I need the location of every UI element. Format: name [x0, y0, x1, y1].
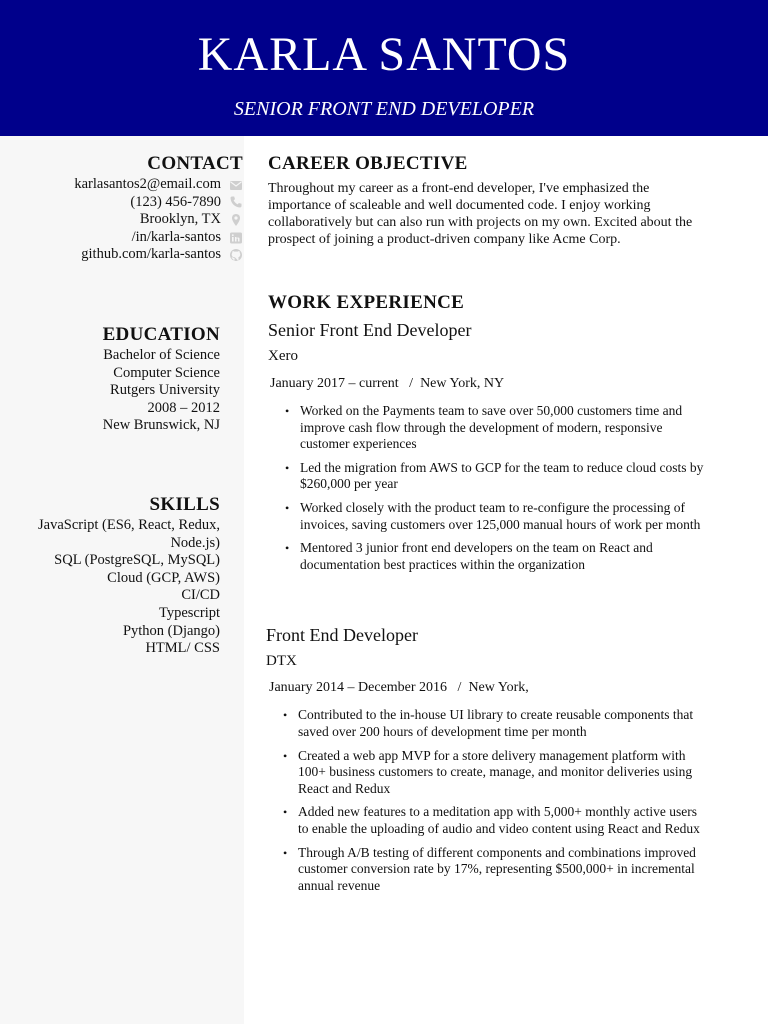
contact-location-text: Brooklyn, TX — [139, 211, 221, 228]
list-item: • Through A/B testing of different components and combinations improved customer conversion rate by 17%, representing $500,000+ in incremental annual revenue — [266, 845, 708, 895]
contact-linkedin-text: /in/karla-santos — [131, 228, 221, 245]
education-major: Computer Science — [113, 364, 220, 381]
list-item: • Led the migration from AWS to GCP for the team to reduce cloud costs by $260,000 per year — [268, 460, 708, 493]
list-item: • Worked on the Payments team to save over 50,000 customers time and improve cash flow through the development of modern, responsive customer experiences — [268, 403, 708, 453]
job-entry — [268, 319, 708, 573]
candidate-name: KARLA SANTOS — [197, 28, 571, 81]
education-school: Rutgers University — [110, 382, 220, 399]
education-location: New Brunswick, NJ — [102, 417, 220, 434]
skill-item: Typescript — [159, 604, 220, 621]
contact-phone-text: (123) 456-7890 — [130, 193, 221, 210]
list-item: • Added new features to a meditation app with 5,000+ monthly active users to enable the uploading of audio and video content using React and Redux — [266, 804, 708, 837]
education-degree: Bachelor of Science — [103, 347, 220, 363]
list-item: • Mentored 3 junior front end developers on the team on React and documentation best practices within the organization — [268, 540, 708, 573]
contact-phone[interactable] — [74, 194, 243, 212]
job-bullets — [268, 403, 708, 573]
candidate-title: SENIOR FRONT END DEVELOPER — [233, 98, 535, 120]
contact-github[interactable] — [74, 246, 243, 264]
contact-github-text: github.com/karla-santos — [81, 246, 221, 263]
job-company: Xero — [268, 348, 298, 364]
list-item: • Created a web app MVP for a store delivery management platform with 100+ business customers to create, manage, and monitor deliveries using React and Redux — [266, 748, 708, 798]
contact-email[interactable] — [74, 176, 243, 194]
contact-section — [74, 152, 243, 264]
contact-location — [74, 211, 243, 229]
phone-icon — [229, 195, 243, 209]
skills-heading: SKILLS — [149, 494, 220, 515]
envelope-icon — [229, 178, 243, 192]
skill-item: HTML/ CSS — [145, 640, 220, 657]
skill-item: JavaScript (ES6, React, Redux, — [37, 517, 220, 533]
linkedin-icon — [229, 231, 243, 245]
skill-item: Python (Django) — [122, 622, 220, 639]
list-item: • Worked closely with the product team to re-configure the processing of invoices, saving customers over 125,000 manual hours of work per month — [268, 500, 708, 533]
resume-header — [0, 0, 768, 136]
education-years: 2008 – 2012 — [147, 399, 220, 416]
github-icon — [229, 248, 243, 262]
skills-section — [38, 493, 220, 658]
job-bullets — [266, 707, 708, 894]
contact-email-text: karlasantos2@email.com — [74, 176, 221, 192]
job-title: Front End Developer — [266, 625, 418, 646]
contact-heading: CONTACT — [147, 153, 243, 174]
job-dates: January 2017 – current / New York, NY — [270, 376, 505, 391]
objective-heading: CAREER OBJECTIVE — [268, 153, 468, 174]
skill-item: Cloud (GCP, AWS) — [107, 569, 220, 586]
objective-text: Throughout my career as a front-end developer, I've emphasized the importance of scaleable and well documented code. I enjoy working collaboratively but can also run with projects on my own. Excited about the prospect of joining a product-driven company like Acme Corp. — [268, 181, 693, 247]
job-company: DTX — [266, 653, 297, 670]
skill-item: Node.js) — [170, 534, 220, 551]
experience-heading: WORK EXPERIENCE — [268, 292, 465, 313]
job-entry — [266, 624, 708, 894]
education-section — [103, 323, 220, 435]
map-pin-icon — [229, 213, 243, 227]
job-dates: January 2014 – December 2016 / New York, — [269, 680, 529, 696]
job-title: Senior Front End Developer — [268, 320, 472, 340]
list-item: • Contributed to the in-house UI library to create reusable components that saved over 200 hours of development time per month — [266, 707, 708, 740]
contact-linkedin[interactable] — [74, 229, 243, 247]
main-column — [268, 152, 708, 894]
skill-item: SQL (PostgreSQL, MySQL) — [54, 552, 220, 569]
skill-item: CI/CD — [181, 587, 220, 604]
education-heading: EDUCATION — [102, 324, 220, 345]
